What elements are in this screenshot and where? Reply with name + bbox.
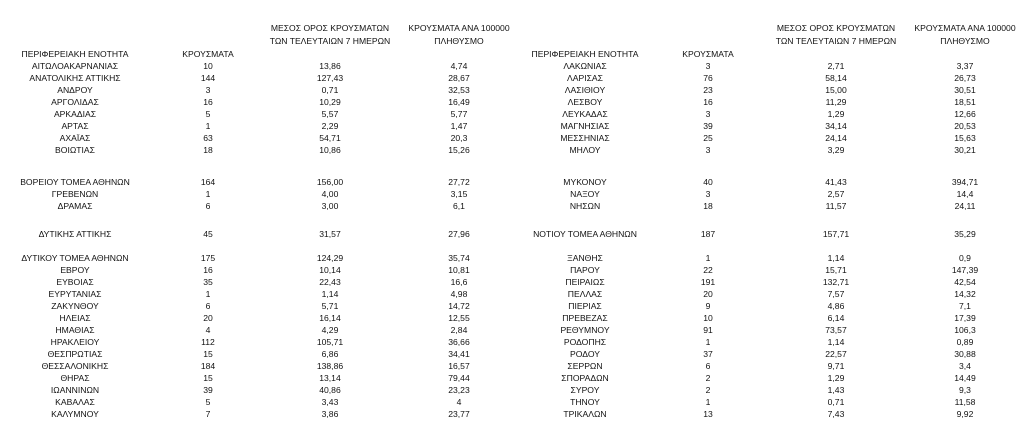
region-cell: ΒΟΡΕΙΟΥ ΤΟΜΕΑ ΑΘΗΝΩΝ xyxy=(20,177,130,187)
header-region: ΠΕΡΙΦΕΡΕΙΑΚΗ ΕΝΟΤΗΤΑ xyxy=(21,49,129,59)
cases-cell: 9 xyxy=(705,301,711,311)
per100k-cell: 34,41 xyxy=(448,349,470,359)
table-row xyxy=(520,396,1024,408)
per100k-cell: 18,51 xyxy=(954,97,976,107)
avg7-cell: 0,71 xyxy=(827,397,845,407)
cases-cell: 76 xyxy=(703,73,713,83)
table-row xyxy=(0,144,520,156)
region-cell: ΘΕΣΠΡΩΤΙΑΣ xyxy=(47,349,103,359)
cases-cell: 1 xyxy=(705,253,711,263)
region-cell: ΗΡΑΚΛΕΙΟΥ xyxy=(50,337,100,347)
cases-cell: 20 xyxy=(203,313,213,323)
cases-cell: 3 xyxy=(705,109,711,119)
per100k-cell: 11,58 xyxy=(954,397,976,407)
avg7-cell: 3,43 xyxy=(321,397,339,407)
cases-cell: 144 xyxy=(200,73,216,83)
per100k-cell: 394,71 xyxy=(951,177,979,187)
per100k-cell: 16,6 xyxy=(450,277,468,287)
avg7-cell: 13,86 xyxy=(319,61,341,71)
avg7-cell: 1,43 xyxy=(827,385,845,395)
cases-cell: 39 xyxy=(203,385,213,395)
table-row xyxy=(520,360,1024,372)
table-row xyxy=(0,188,520,200)
per100k-cell: 27,96 xyxy=(448,229,470,239)
per100k-cell: 7,1 xyxy=(959,301,971,311)
region-cell: ΑΡΓΟΛΙΔΑΣ xyxy=(51,97,99,107)
per100k-cell: 14,72 xyxy=(448,301,470,311)
per100k-cell: 30,88 xyxy=(954,349,976,359)
cases-cell: 23 xyxy=(703,85,713,95)
region-cell: ΝΑΞΟΥ xyxy=(570,189,600,199)
cases-cell: 37 xyxy=(703,349,713,359)
cases-cell: 16 xyxy=(703,97,713,107)
cases-cell: 16 xyxy=(203,265,213,275)
avg7-cell: 22,57 xyxy=(825,349,847,359)
region-cell: ΡΕΘΥΜΝΟΥ xyxy=(560,325,610,335)
region-cell: ΒΟΙΩΤΙΑΣ xyxy=(55,145,95,155)
region-cell: ΠΡΕΒΕΖΑΣ xyxy=(562,313,608,323)
region-cell: ΡΟΔΟΥ xyxy=(570,349,600,359)
header-cases: ΚΡΟΥΣΜΑΤΑ xyxy=(182,49,234,59)
region-cell: ΑΙΤΩΛΟΑΚΑΡΝΑΝΙΑΣ xyxy=(31,61,119,71)
header-per100k: ΚΡΟΥΣΜΑΤΑ ΑΝΑ 100000 ΠΛΗΘΥΣΜΟ xyxy=(408,23,510,46)
table-row xyxy=(520,300,1024,312)
table-row xyxy=(0,264,520,276)
region-cell: ΓΡΕΒΕΝΩΝ xyxy=(51,189,99,199)
avg7-cell: 2,57 xyxy=(827,189,845,199)
cases-cell: 3 xyxy=(205,85,211,95)
avg7-cell: 24,14 xyxy=(825,133,847,143)
cases-cell: 175 xyxy=(200,253,216,263)
table-row xyxy=(0,96,520,108)
per100k-cell: 42,54 xyxy=(954,277,976,287)
header-per100k: ΚΡΟΥΣΜΑΤΑ ΑΝΑ 100000 ΠΛΗΘΥΣΜΟ xyxy=(914,23,1016,46)
per100k-cell: 30,21 xyxy=(954,145,976,155)
table-row xyxy=(0,120,520,132)
avg7-cell: 3,29 xyxy=(827,145,845,155)
region-cell: ΛΕΥΚΑΔΑΣ xyxy=(562,109,608,119)
avg7-cell: 1,29 xyxy=(827,109,845,119)
region-cell: ΚΑΒΑΛΑΣ xyxy=(55,397,95,407)
cases-cell: 15 xyxy=(203,349,213,359)
cases-cell: 10 xyxy=(703,313,713,323)
region-cell: ΣΠΟΡΑΔΩΝ xyxy=(561,373,609,383)
avg7-cell: 105,71 xyxy=(316,337,344,347)
region-cell: ΞΑΝΘΗΣ xyxy=(567,253,603,263)
table-row xyxy=(520,72,1024,84)
avg7-cell: 22,43 xyxy=(319,277,341,287)
table-row xyxy=(0,228,520,240)
header-avg7: ΜΕΣΟΣ ΟΡΟΣ ΚΡΟΥΣΜΑΤΩΝ ΤΩΝ ΤΕΛΕΥΤΑΙΩΝ 7 ΗΜΕΡΩΝ xyxy=(775,23,897,46)
cases-cell: 16 xyxy=(203,97,213,107)
table-row xyxy=(520,372,1024,384)
per100k-cell: 28,67 xyxy=(448,73,470,83)
table-row xyxy=(0,312,520,324)
table-row xyxy=(0,348,520,360)
cases-cell: 6 xyxy=(705,361,711,371)
table-row xyxy=(520,200,1024,212)
table-row xyxy=(520,144,1024,156)
avg7-cell: 34,14 xyxy=(825,121,847,131)
table-row xyxy=(0,84,520,96)
per100k-cell: 20,3 xyxy=(450,133,468,143)
cases-cell: 91 xyxy=(703,325,713,335)
region-cell: ΖΑΚΥΝΘΟΥ xyxy=(51,301,99,311)
per100k-cell: 4 xyxy=(456,397,462,407)
avg7-cell: 7,57 xyxy=(827,289,845,299)
per100k-cell: 30,51 xyxy=(954,85,976,95)
per100k-cell: 106,3 xyxy=(954,325,976,335)
region-cell: ΔΡΑΜΑΣ xyxy=(57,201,93,211)
per100k-cell: 16,57 xyxy=(448,361,470,371)
region-cell: ΑΧΑΪΑΣ xyxy=(59,133,91,143)
region-cell: ΤΗΝΟΥ xyxy=(570,397,600,407)
avg7-cell: 15,00 xyxy=(825,85,847,95)
cases-cell: 35 xyxy=(203,277,213,287)
table-row xyxy=(0,60,520,72)
avg7-cell: 3,00 xyxy=(321,201,339,211)
avg7-cell: 73,57 xyxy=(825,325,847,335)
table-row xyxy=(0,252,520,264)
region-cell: ΗΜΑΘΙΑΣ xyxy=(55,325,95,335)
table-row xyxy=(0,384,520,396)
header-region: ΠΕΡΙΦΕΡΕΙΑΚΗ ΕΝΟΤΗΤΑ xyxy=(531,49,639,59)
header-avg7: ΜΕΣΟΣ ΟΡΟΣ ΚΡΟΥΣΜΑΤΩΝ ΤΩΝ ΤΕΛΕΥΤΑΙΩΝ 7 ΗΜΕΡΩΝ xyxy=(269,23,391,46)
avg7-cell: 157,71 xyxy=(822,229,850,239)
cases-cell: 5 xyxy=(205,109,211,119)
avg7-cell: 4,29 xyxy=(321,325,339,335)
per100k-cell: 5,77 xyxy=(450,109,468,119)
cases-cell: 3 xyxy=(705,189,711,199)
cases-cell: 6 xyxy=(205,201,211,211)
per100k-cell: 3,4 xyxy=(959,361,971,371)
table-row xyxy=(0,200,520,212)
region-cell: ΗΛΕΙΑΣ xyxy=(59,313,91,323)
avg7-cell: 16,14 xyxy=(319,313,341,323)
avg7-cell: 4,86 xyxy=(827,301,845,311)
region-cell: ΛΑΚΩΝΙΑΣ xyxy=(563,61,607,71)
cases-cell: 4 xyxy=(205,325,211,335)
avg7-cell: 138,86 xyxy=(316,361,344,371)
region-cell: ΜΗΛΟΥ xyxy=(569,145,601,155)
cases-cell: 2 xyxy=(705,373,711,383)
avg7-cell: 2,29 xyxy=(321,121,339,131)
table-row xyxy=(520,252,1024,264)
table-row xyxy=(520,228,1024,240)
avg7-cell: 10,14 xyxy=(319,265,341,275)
cases-cell: 1 xyxy=(205,289,211,299)
avg7-cell: 7,43 xyxy=(827,409,845,419)
table-row xyxy=(0,276,520,288)
per100k-cell: 0,89 xyxy=(956,337,974,347)
cases-cell: 22 xyxy=(703,265,713,275)
per100k-cell: 15,26 xyxy=(448,145,470,155)
per100k-cell: 4,98 xyxy=(450,289,468,299)
cases-cell: 187 xyxy=(700,229,716,239)
cases-cell: 1 xyxy=(705,337,711,347)
table-row xyxy=(520,384,1024,396)
region-cell: ΜΥΚΟΝΟΥ xyxy=(563,177,607,187)
region-cell: ΠΙΕΡΙΑΣ xyxy=(568,301,602,311)
table-row xyxy=(520,324,1024,336)
cases-cell: 40 xyxy=(703,177,713,187)
per100k-cell: 27,72 xyxy=(448,177,470,187)
cases-cell: 6 xyxy=(205,301,211,311)
region-cell: ΛΑΡΙΣΑΣ xyxy=(567,73,603,83)
cases-cell: 1 xyxy=(205,121,211,131)
avg7-cell: 1,14 xyxy=(827,253,845,263)
avg7-cell: 6,14 xyxy=(827,313,845,323)
avg7-cell: 11,29 xyxy=(825,97,847,107)
per100k-cell: 20,53 xyxy=(954,121,976,131)
table-row xyxy=(0,396,520,408)
cases-cell: 18 xyxy=(703,201,713,211)
per100k-cell: 17,39 xyxy=(954,313,976,323)
avg7-cell: 11,57 xyxy=(825,201,847,211)
avg7-cell: 31,57 xyxy=(319,229,341,239)
cases-cell: 3 xyxy=(705,145,711,155)
region-cell: ΠΕΙΡΑΙΩΣ xyxy=(565,277,605,287)
cases-cell: 1 xyxy=(705,397,711,407)
region-cell: ΝΟΤΙΟΥ ΤΟΜΕΑ ΑΘΗΝΩΝ xyxy=(533,229,637,239)
region-cell: ΑΝΔΡΟΥ xyxy=(57,85,93,95)
avg7-cell: 1,14 xyxy=(827,337,845,347)
region-cell: ΔΥΤΙΚΗΣ ΑΤΤΙΚΗΣ xyxy=(38,229,112,239)
region-cell: ΘΕΣΣΑΛΟΝΙΚΗΣ xyxy=(41,361,109,371)
avg7-cell: 6,86 xyxy=(321,349,339,359)
cases-cell: 20 xyxy=(703,289,713,299)
per100k-cell: 35,74 xyxy=(448,253,470,263)
per100k-cell: 14,32 xyxy=(954,289,976,299)
avg7-cell: 5,71 xyxy=(321,301,339,311)
region-cell: ΑΡΤΑΣ xyxy=(61,121,89,131)
table-row xyxy=(520,264,1024,276)
cases-cell: 45 xyxy=(203,229,213,239)
table-row xyxy=(0,408,520,420)
table-row xyxy=(520,132,1024,144)
table-row xyxy=(520,276,1024,288)
per100k-cell: 14,49 xyxy=(954,373,976,383)
per100k-cell: 6,1 xyxy=(453,201,465,211)
avg7-cell: 1,14 xyxy=(321,289,339,299)
region-cell: ΛΕΣΒΟΥ xyxy=(567,97,603,107)
table-row xyxy=(520,188,1024,200)
avg7-cell: 58,14 xyxy=(825,73,847,83)
region-cell: ΔΥΤΙΚΟΥ ΤΟΜΕΑ ΑΘΗΝΩΝ xyxy=(21,253,129,263)
region-cell: ΤΡΙΚΑΛΩΝ xyxy=(563,409,607,419)
avg7-cell: 41,43 xyxy=(825,177,847,187)
avg7-cell: 124,29 xyxy=(316,253,344,263)
cases-cell: 1 xyxy=(205,189,211,199)
region-cell: ΣΥΡΟΥ xyxy=(570,385,600,395)
avg7-cell: 10,86 xyxy=(319,145,341,155)
region-cell: ΣΕΡΡΩΝ xyxy=(567,361,603,371)
region-cell: ΑΡΚΑΔΙΑΣ xyxy=(53,109,97,119)
table-row xyxy=(0,360,520,372)
avg7-cell: 13,14 xyxy=(319,373,341,383)
per100k-cell: 14,4 xyxy=(956,189,974,199)
cases-cell: 191 xyxy=(700,277,716,287)
avg7-cell: 15,71 xyxy=(825,265,847,275)
per100k-cell: 10,81 xyxy=(448,265,470,275)
per100k-cell: 15,63 xyxy=(954,133,976,143)
avg7-cell: 127,43 xyxy=(316,73,344,83)
region-cell: ΠΑΡΟΥ xyxy=(570,265,600,275)
region-cell: ΡΟΔΟΠΗΣ xyxy=(563,337,607,347)
cases-cell: 25 xyxy=(703,133,713,143)
table-row xyxy=(520,176,1024,188)
table-row xyxy=(520,60,1024,72)
avg7-cell: 5,57 xyxy=(321,109,339,119)
per100k-cell: 79,44 xyxy=(448,373,470,383)
per100k-cell: 36,66 xyxy=(448,337,470,347)
table-row xyxy=(520,408,1024,420)
table-row xyxy=(0,288,520,300)
cases-cell: 63 xyxy=(203,133,213,143)
cases-cell: 13 xyxy=(703,409,713,419)
per100k-cell: 26,73 xyxy=(954,73,976,83)
table-row xyxy=(0,336,520,348)
per100k-cell: 16,49 xyxy=(448,97,470,107)
per100k-cell: 9,92 xyxy=(956,409,974,419)
per100k-cell: 2,84 xyxy=(450,325,468,335)
per100k-cell: 4,74 xyxy=(450,61,468,71)
region-cell: ΑΝΑΤΟΛΙΚΗΣ ΑΤΤΙΚΗΣ xyxy=(29,73,121,83)
per100k-cell: 23,23 xyxy=(448,385,470,395)
region-cell: ΚΑΛΥΜΝΟΥ xyxy=(51,409,99,419)
per100k-cell: 147,39 xyxy=(951,265,979,275)
avg7-cell: 40,86 xyxy=(319,385,341,395)
per100k-cell: 24,11 xyxy=(954,201,976,211)
table-row xyxy=(520,336,1024,348)
table-row xyxy=(0,108,520,120)
table-row xyxy=(520,348,1024,360)
cases-cell: 15 xyxy=(203,373,213,383)
header-cases: ΚΡΟΥΣΜΑΤΑ xyxy=(682,49,734,59)
per100k-cell: 12,55 xyxy=(448,313,470,323)
cases-cell: 184 xyxy=(200,361,216,371)
cases-cell: 164 xyxy=(200,177,216,187)
region-cell: ΕΥΒΟΙΑΣ xyxy=(56,277,94,287)
table-row xyxy=(520,312,1024,324)
per100k-cell: 0,9 xyxy=(959,253,971,263)
cases-cell: 18 xyxy=(203,145,213,155)
table-row xyxy=(520,84,1024,96)
region-cell: ΝΗΣΩΝ xyxy=(569,201,601,211)
region-cell: ΜΕΣΣΗΝΙΑΣ xyxy=(560,133,610,143)
per100k-cell: 23,77 xyxy=(448,409,470,419)
region-cell: ΜΑΓΝΗΣΙΑΣ xyxy=(560,121,610,131)
avg7-cell: 3,86 xyxy=(321,409,339,419)
region-cell: ΠΕΛΛΑΣ xyxy=(567,289,603,299)
table-row xyxy=(520,96,1024,108)
per100k-cell: 1,47 xyxy=(450,121,468,131)
per100k-cell: 35,29 xyxy=(954,229,976,239)
avg7-cell: 132,71 xyxy=(822,277,850,287)
avg7-cell: 4,00 xyxy=(321,189,339,199)
table-row xyxy=(520,120,1024,132)
table-row xyxy=(520,288,1024,300)
avg7-cell: 156,00 xyxy=(316,177,344,187)
table-row xyxy=(0,300,520,312)
table-row xyxy=(0,132,520,144)
table-row xyxy=(0,372,520,384)
per100k-cell: 9,3 xyxy=(959,385,971,395)
avg7-cell: 2,71 xyxy=(827,61,845,71)
cases-cell: 7 xyxy=(205,409,211,419)
region-cell: ΛΑΣΙΘΙΟΥ xyxy=(564,85,606,95)
per100k-cell: 32,53 xyxy=(448,85,470,95)
cases-cell: 3 xyxy=(705,61,711,71)
table-row xyxy=(0,324,520,336)
avg7-cell: 54,71 xyxy=(319,133,341,143)
cases-cell: 39 xyxy=(703,121,713,131)
avg7-cell: 9,71 xyxy=(827,361,845,371)
region-cell: ΘΗΡΑΣ xyxy=(60,373,90,383)
region-cell: ΙΩΑΝΝΙΝΩΝ xyxy=(50,385,100,395)
cases-cell: 2 xyxy=(705,385,711,395)
cases-cell: 112 xyxy=(201,337,215,347)
table-row xyxy=(0,72,520,84)
cases-cell: 10 xyxy=(203,61,213,71)
avg7-cell: 10,29 xyxy=(319,97,341,107)
per100k-cell: 3,15 xyxy=(450,189,468,199)
cases-cell: 5 xyxy=(205,397,211,407)
per100k-cell: 3,37 xyxy=(956,61,974,71)
avg7-cell: 0,71 xyxy=(321,85,339,95)
table-row xyxy=(0,176,520,188)
avg7-cell: 1,29 xyxy=(827,373,845,383)
table-row xyxy=(520,108,1024,120)
region-cell: ΕΥΡΥΤΑΝΙΑΣ xyxy=(48,289,102,299)
region-cell: ΕΒΡΟΥ xyxy=(60,265,90,275)
per100k-cell: 12,66 xyxy=(954,109,976,119)
